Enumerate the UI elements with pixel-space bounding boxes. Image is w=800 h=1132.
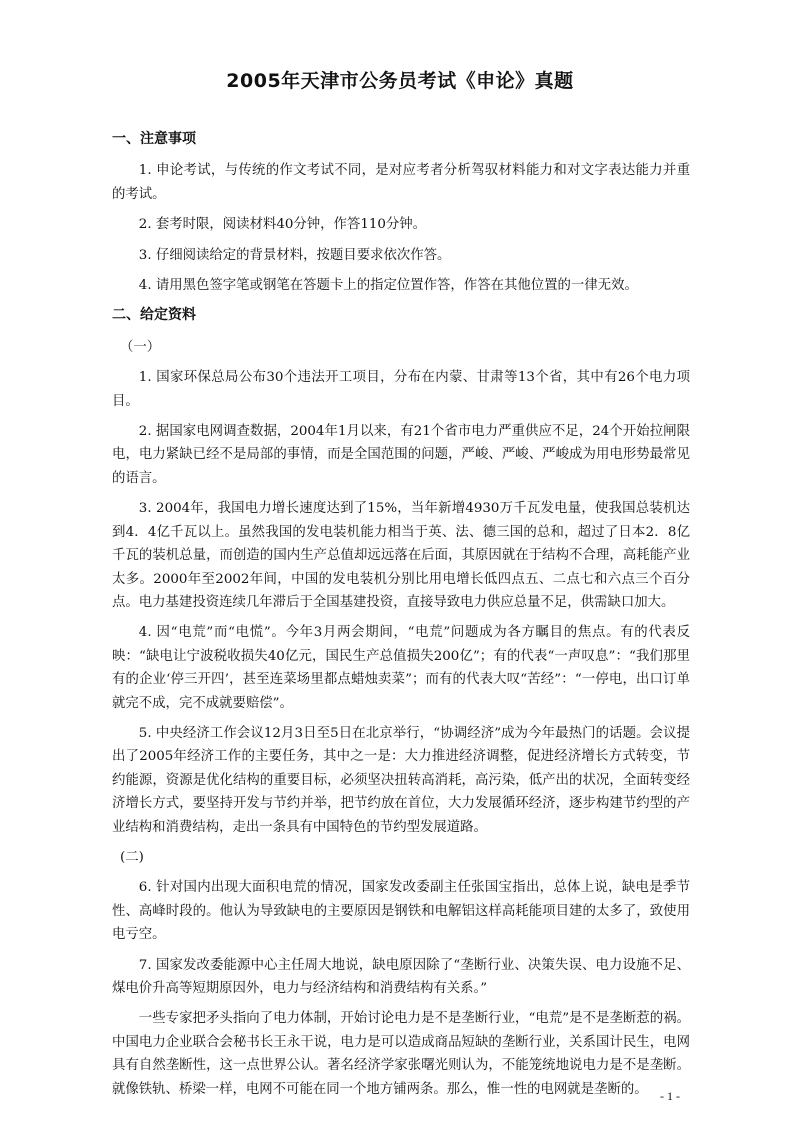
part2-label: (二) (120, 849, 144, 865)
notice-item: 2. 套考时限，阅读材料40分钟，作答110分钟。 (138, 217, 427, 233)
material-paragraph: 一些专家把矛头指向了电力体制，开始讨论电力是不是垄断行业，“电荒”是不是垄断惹的祸。中国电力企业联合会秘书长王永干说，电力是可以造成商品短缺的垄断行业，关系国计民生，电网具有自然垄断性，这一点世界公认。著名经济学家张曙光则认为，不能笼统地说电力是不是垄断。就像铁轨、桥梁一样，电网不可能在同一个地方铺两条。那么，惟一性的电网就是垄断的。 (112, 1011, 690, 1097)
material-paragraph: 7. 国家发改委能源中心主任周大地说，缺电原因除了“垄断行业、决策失误、电力设施不足、煤电价升高等短期原因外，电力与经济结构和消费结构有关系。” (112, 957, 690, 996)
material-paragraph: 3. 2004年，我国电力增长速度达到了15%，当年新增4930万千瓦发电量，使我国总装机达到4．4亿千瓦以上。虽然我国的发电装机能力相当于英、法、德三国的总和，超过了日本2．8亿千瓦的装机总量，而创造的国内生产总值却远远落在后面，其原因就在于结构不合理，高耗能产业太多。2000年至2002年间，中国的发电装机分别比用电增长低四点五、二点七和六点三个百分点。电力基建投资连续几年滞后于全国基建投资，直接导致电力供应总量不足，供需缺口加大。 (112, 501, 690, 610)
notice-item: 4. 请用黑色签字笔或钢笔在答题卡上的指定位置作答，作答在其他位置的一律无效。 (138, 278, 638, 294)
material-paragraph: 2. 据国家电网调查数据，2004年1月以来，有21个省市电力严重供应不足，24个开始拉闸限电，电力紧缺已经不是局部的事情，而是全国范围的问题，严峻、严峻、严峻成为用电形势最常见的语言。 (112, 424, 690, 486)
page-title: 2005年天津市公务员考试《申论》真题 (226, 70, 574, 92)
material-paragraph: 4. 因“电荒”而“电慌”。今年3月两会期间，“电荒”问题成为各方瞩目的焦点。有的代表反映：“缺电让宁波税收损失40亿元，国民生产总值损失200亿”；有的代表“一声叹息”：“我们那里有的企业‘停三开四’，甚至连菜场里都点蜡烛卖菜”；而有的代表大叹“苦经”：“一停电，出口订单就完不成，完不成就要赔偿”。 (112, 625, 690, 711)
notice-heading: 一、注意事项 (112, 131, 196, 147)
page-number: - 1 - (660, 1089, 680, 1103)
material-paragraph: 6. 针对国内出现大面积电荒的情况，国家发改委副主任张国宝指出，总体上说，缺电是季节性、高峰时段的。他认为导致缺电的主要原因是钢铁和电解铝这样高耗能项目建的太多了，致使用电亏空。 (112, 880, 690, 943)
material-paragraph: 1. 国家环保总局公布30个违法开工项目，分布在内蒙、甘肃等13个省，其中有26个电力项目。 (112, 370, 690, 409)
materials-heading: 二、给定资料 (112, 307, 196, 324)
notice-item: 1. 申论考试，与传统的作文考试不同，是对应考者分析驾驭材料能力和对文字表达能力并重的考试。 (112, 163, 690, 202)
notice-item: 3. 仔细阅读给定的背景材料，按题目要求依次作答。 (138, 247, 451, 263)
part1-label: （一） (120, 339, 161, 355)
document-body (112, 128, 690, 1107)
material-paragraph: 5. 中央经济工作会议12月3日至5日在北京举行，“协调经济”成为今年最热门的话题。会议提出了2005年经济工作的主要任务，其中之一是：大力推进经济调整，促进经济增长方式转变，节约能源，资源是优化结构的重要目标，必须坚决扭转高消耗，高污染，低产出的状况，全面转变经济增长方式，要坚持开发与节约并举，把节约放在首位，大力发展循环经济，逐步构建节约型的产业结构和消费结构，走出一条具有中国特色的节约型发展道路。 (112, 725, 690, 835)
